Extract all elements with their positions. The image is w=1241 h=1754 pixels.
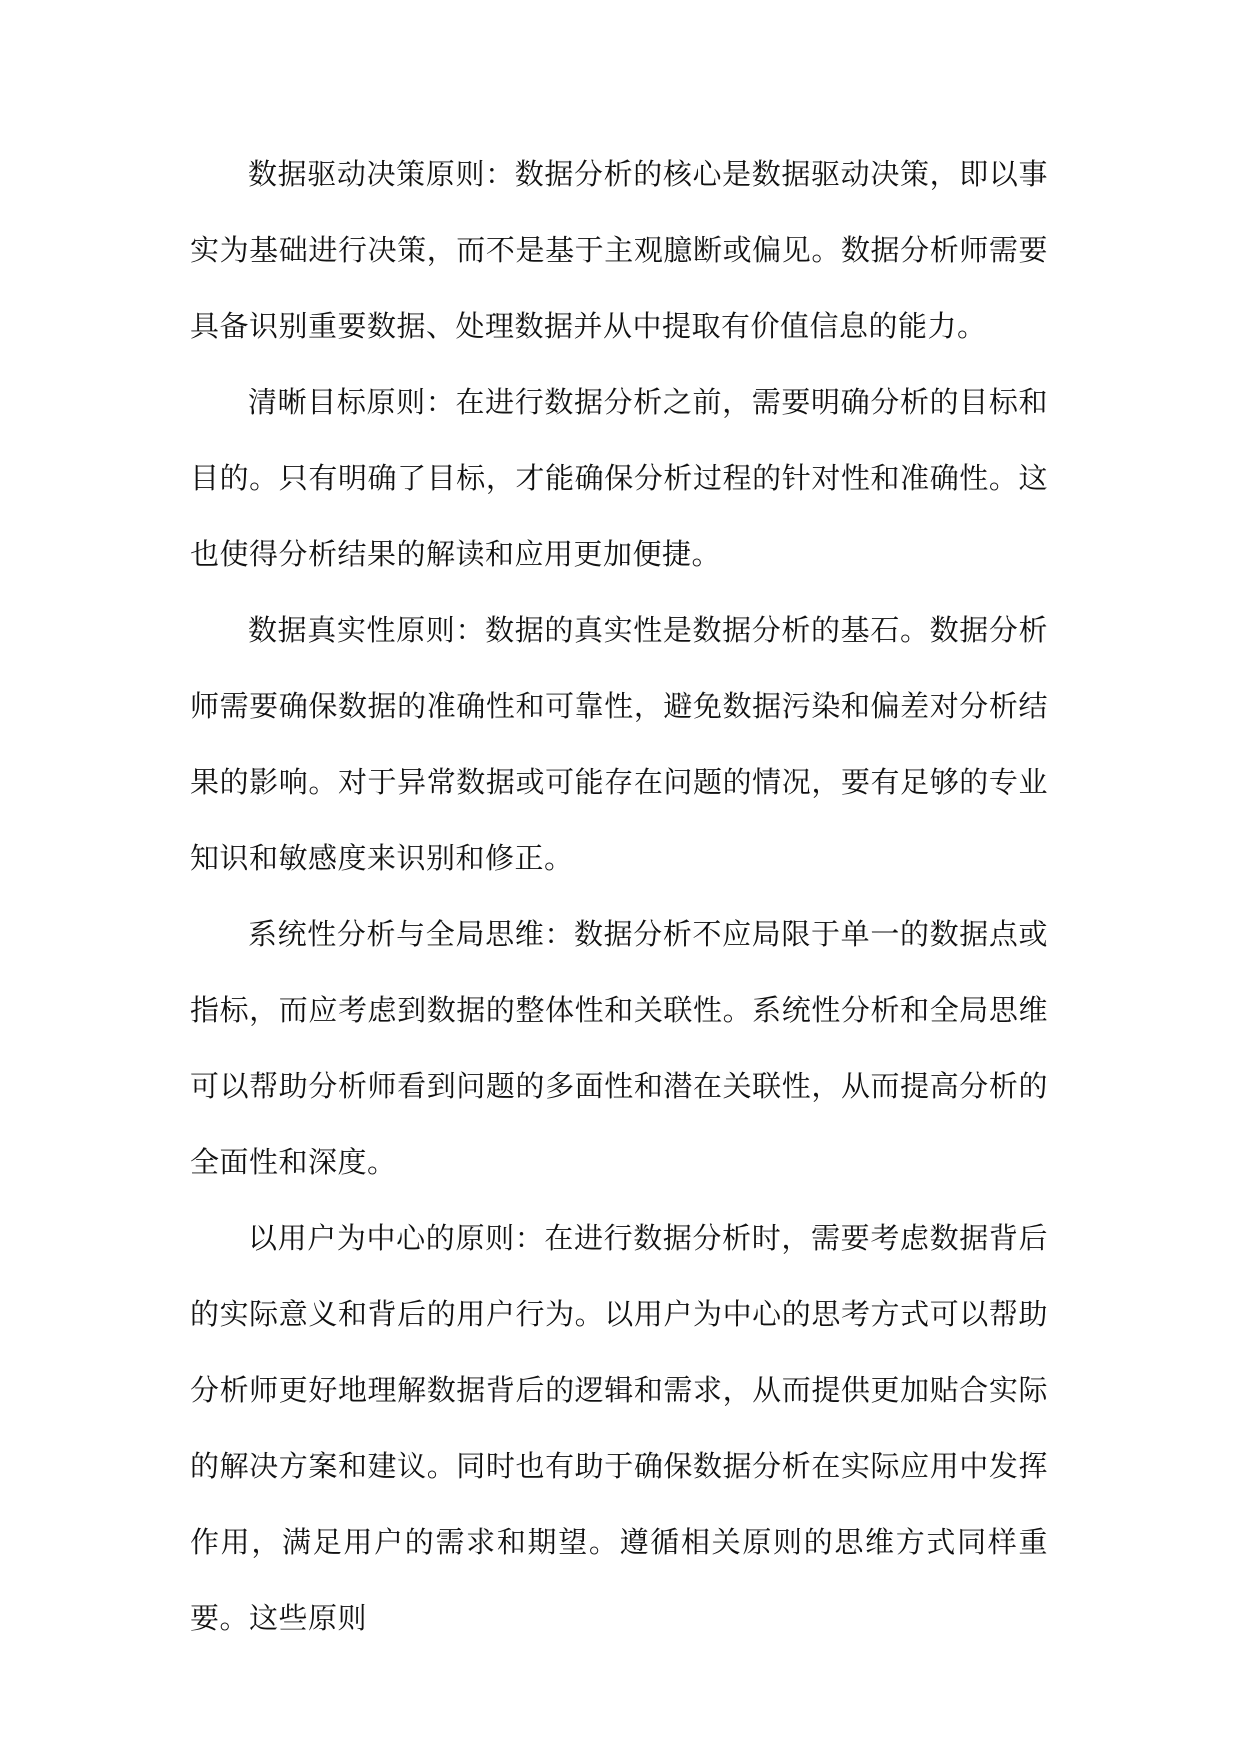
paragraph-data-driven: 数据驱动决策原则：数据分析的核心是数据驱动决策，即以事实为基础进行决策，而不是基于主观臆断或偏见。数据分析师需要具备识别重要数据、处理数据并从中提取有价值信息的能力。 bbox=[190, 157, 1048, 343]
document-body bbox=[190, 136, 1048, 1656]
paragraph-user-centric: 以用户为中心的原则：在进行数据分析时，需要考虑数据背后的实际意义和背后的用户行为。以用户为中心的思考方式可以帮助分析师更好地理解数据背后的逻辑和需求，从而提供更加贴合实际的解决方案和建议。同时也有助于确保数据分析在实际应用中发挥作用，满足用户的需求和期望。遵循相关原则的思维方式同样重要。这些原则 bbox=[190, 1221, 1048, 1635]
paragraph-systematic-analysis: 系统性分析与全局思维：数据分析不应局限于单一的数据点或指标，而应考虑到数据的整体性和关联性。系统性分析和全局思维可以帮助分析师看到问题的多面性和潜在关联性，从而提高分析的全面性和深度。 bbox=[190, 917, 1048, 1179]
paragraph-data-authenticity: 数据真实性原则：数据的真实性是数据分析的基石。数据分析师需要确保数据的准确性和可靠性，避免数据污染和偏差对分析结果的影响。对于异常数据或可能存在问题的情况，要有足够的专业知识和敏感度来识别和修正。 bbox=[190, 613, 1048, 875]
paragraph-clear-goal: 清晰目标原则：在进行数据分析之前，需要明确分析的目标和目的。只有明确了目标，才能确保分析过程的针对性和准确性。这也使得分析结果的解读和应用更加便捷。 bbox=[190, 385, 1048, 571]
